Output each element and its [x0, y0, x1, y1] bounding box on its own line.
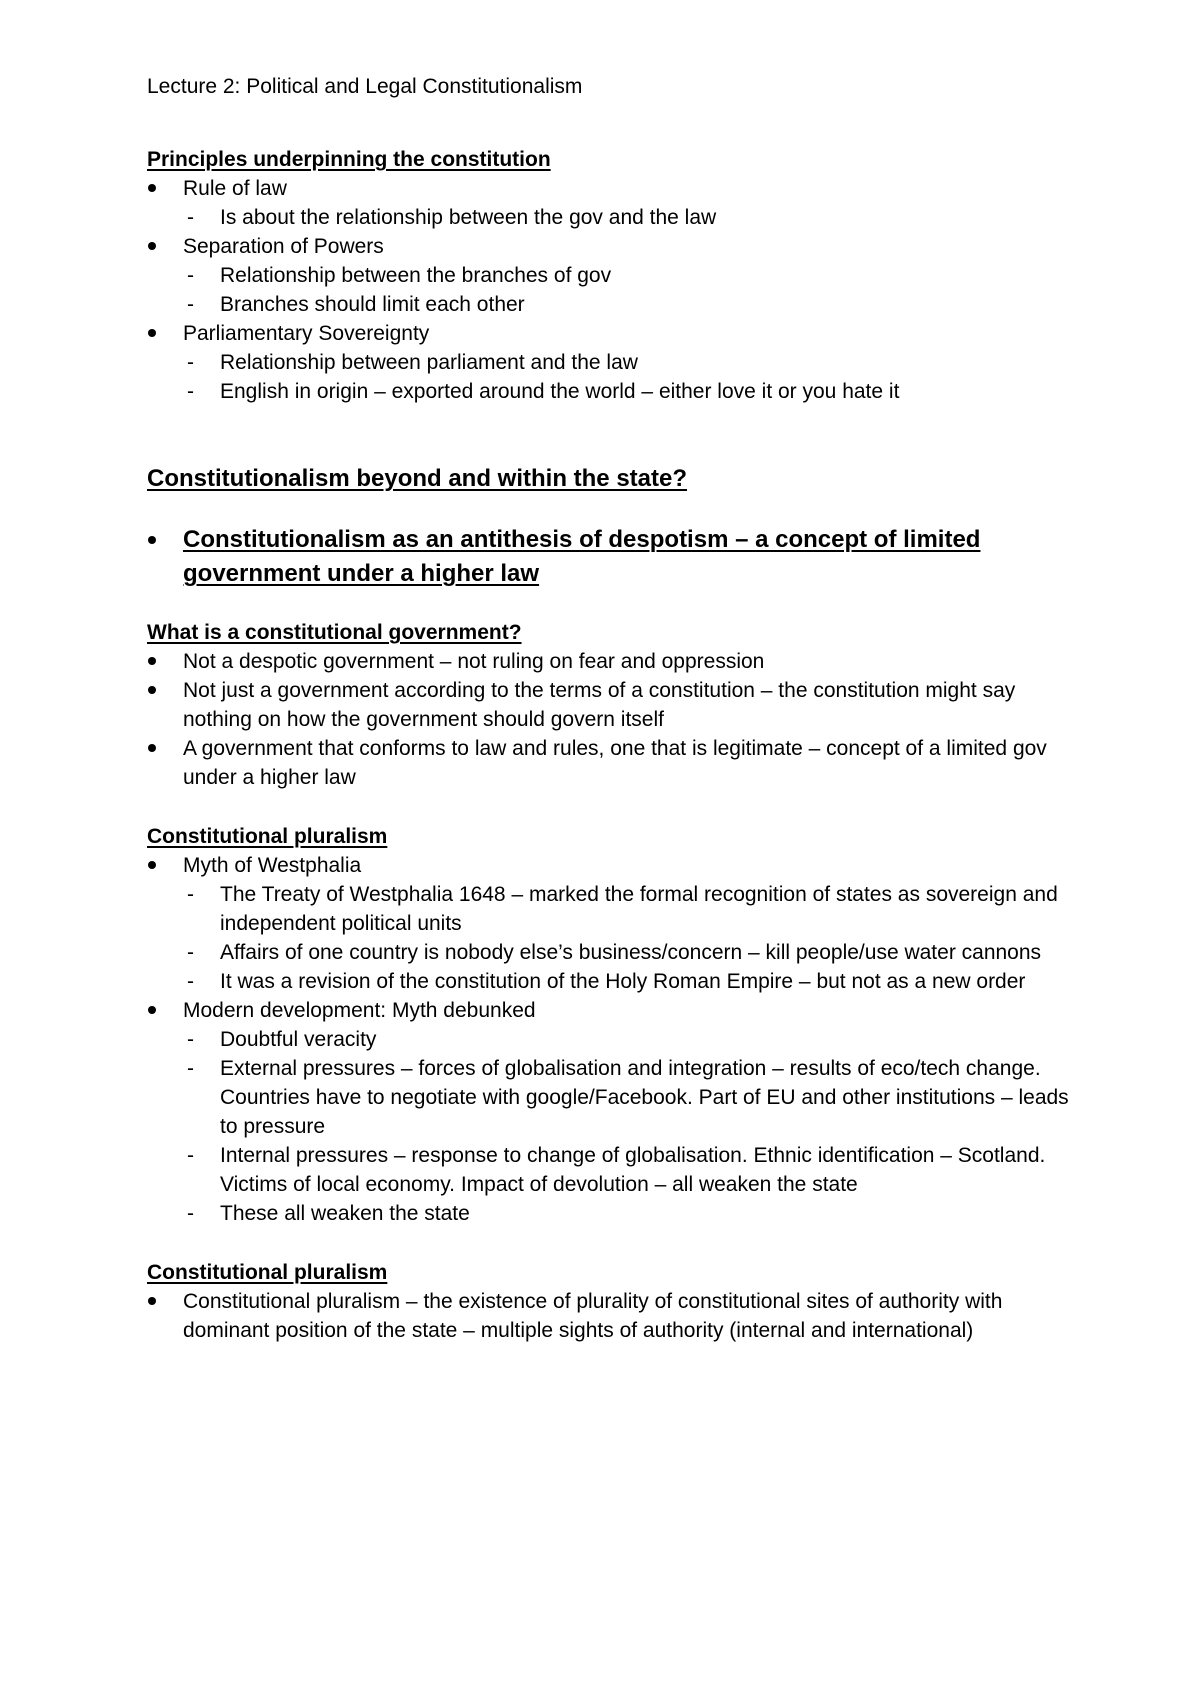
- bullet-myth-of-westphalia: Myth of Westphalia: [147, 851, 1077, 880]
- bullet-not-just-terms: Not just a government according to the terms of a constitution – the constitution might say nothing on how the government should govern itself: [147, 676, 1077, 734]
- sub-item: - It was a revision of the constitution of the Holy Roman Empire – but not as a new order: [147, 967, 1077, 996]
- bullet-conforms-to-law: A government that conforms to law and rules, one that is legitimate – concept of a limited gov under a higher law: [147, 734, 1077, 792]
- document-page: [147, 72, 1077, 1345]
- sub-item: - Is about the relationship between the gov and the law: [147, 203, 1077, 232]
- bullet-separation-of-powers: Separation of Powers: [147, 232, 1077, 261]
- bullet-rule-of-law: Rule of law: [147, 174, 1077, 203]
- page-title: Lecture 2: Political and Legal Constitutionalism: [147, 75, 583, 98]
- section-heading-beyond: Constitutionalism beyond and within the state?: [147, 465, 688, 492]
- section-heading-constitutional-government: What is a constitutional government?: [147, 621, 522, 644]
- bullet-antithesis-of-despotism: Constitutionalism as an antithesis of despotism – a concept of limited government under a higher law: [147, 523, 1077, 591]
- section-heading-pluralism: Constitutional pluralism: [147, 825, 388, 848]
- sub-item: - These all weaken the state: [147, 1199, 1077, 1228]
- bullet-not-despotic: Not a despotic government – not ruling on fear and oppression: [147, 647, 1077, 676]
- section-heading-principles: Principles underpinning the constitution: [147, 148, 551, 171]
- sub-item: - English in origin – exported around the world – either love it or you hate it: [147, 377, 1077, 406]
- bullet-modern-development: Modern development: Myth debunked: [147, 996, 1077, 1025]
- sub-item: - Relationship between the branches of gov: [147, 261, 1077, 290]
- bullet-plurality-of-sites: Constitutional pluralism – the existence of plurality of constitutional sites of authority with dominant position of the state – multiple sights of authority (internal and international): [147, 1287, 1077, 1345]
- sub-item: - External pressures – forces of globalisation and integration – results of eco/tech change. Countries have to negotiate with google/Facebook. Part of EU and other institutions – leads to pressure: [147, 1054, 1077, 1141]
- sub-item: - Internal pressures – response to change of globalisation. Ethnic identification – Scotland. Victims of local economy. Impact of devolution – all weaken the state: [147, 1141, 1077, 1199]
- sub-item: - Doubtful veracity: [147, 1025, 1077, 1054]
- bullet-parliamentary-sovereignty: Parliamentary Sovereignty: [147, 319, 1077, 348]
- sub-item: - Affairs of one country is nobody else’s business/concern – kill people/use water cannons: [147, 938, 1077, 967]
- sub-item: - Relationship between parliament and the law: [147, 348, 1077, 377]
- sub-item: - Branches should limit each other: [147, 290, 1077, 319]
- sub-item: - The Treaty of Westphalia 1648 – marked the formal recognition of states as sovereign and independent political units: [147, 880, 1077, 938]
- section-heading-pluralism-2: Constitutional pluralism: [147, 1261, 388, 1284]
